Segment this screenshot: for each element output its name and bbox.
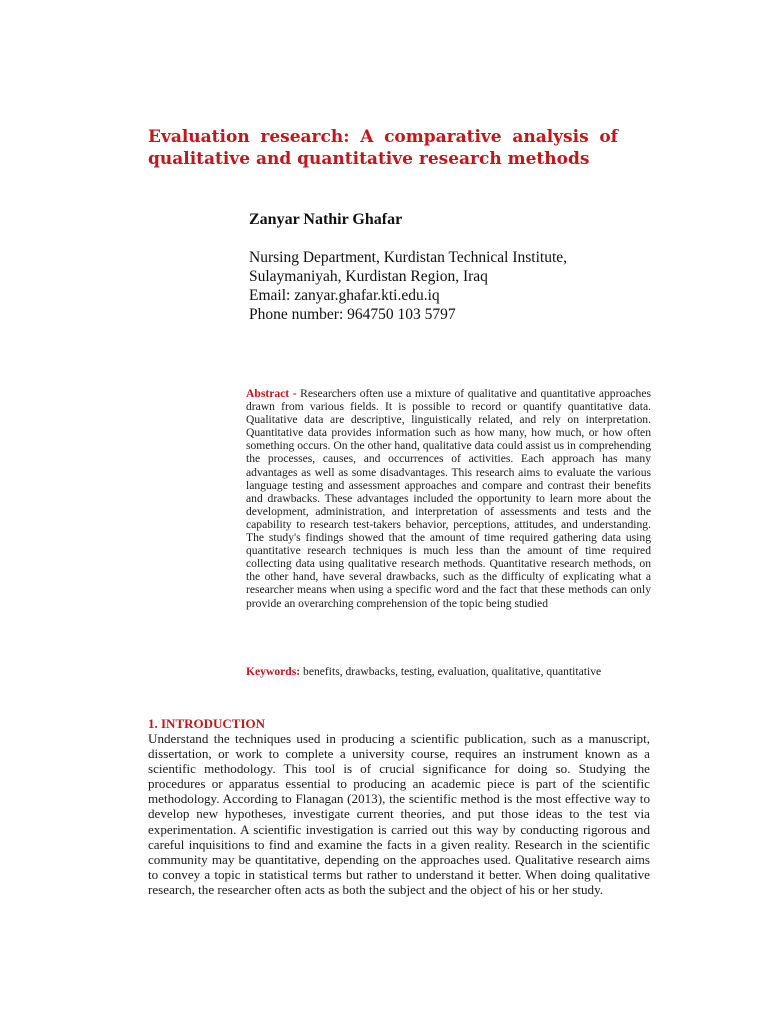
abstract-label: Abstract - [246, 387, 297, 400]
author-block [249, 210, 629, 324]
abstract-text: Researchers often use a mixture of qualitative and quantitative approaches drawn from various fields. It is possible to record or quantify quantitative data. Qualitative data are descriptive, linguistically related, and rely on interpretation. Quantitative data provides information such as how many, how much, or how often something occurs. On the other hand, qualitative data could assist us in comprehending the processes, causes, and occurrences of activities. Each approach has many advantages as well as some disadvantages. This research aims to evaluate the various language testing and assessment approaches and compare and contrast their benefits and drawbacks. These advantages included the opportunity to learn more about the development, administration, and interpretation of assessments and tests and the capability to research test-takers behavior, perceptions, attitudes, and understanding. The study's findings showed that the amount of time required gathering data using quantitative research techniques is much less than the amount of time required collecting data using qualitative research methods. Quantitative research methods, on the other hand, have several drawbacks, such as the difficulty of explicating what a researcher means when using a specific word and the fact that these methods can only provide an overarching comprehension of the topic being studied [246, 387, 651, 610]
introduction-body: Understand the techniques used in producing a scientific publication, such as a manuscript, dissertation, or work to complete a university course, requires an instrument known as a scientific methodology. This tool is of crucial significance for doing so. Studying the procedures or apparatus essential to producing an academic piece is part of the scientific methodology. According to Flanagan (2013), the scientific method is the most effective way to develop new hypotheses, investigate current theories, and put those ideas to the test via experimentation. A scientific investigation is carried out this way by conducting rigorous and careful inquisitions to find and examine the facts in a given reality. Research in the scientific community may be quantitative, depending on the approaches used. Qualitative research aims to convey a topic in statistical terms but rather to understand it better. When doing qualitative research, the researcher often acts as both the subject and the object of his or her study. [148, 731, 650, 897]
author-affiliation-line-2: Sulaymaniyah, Kurdistan Region, Iraq [249, 268, 488, 285]
author-affiliation-line-1: Nursing Department, Kurdistan Technical Institute, [249, 249, 568, 266]
author-phone: Phone number: 964750 103 5797 [249, 306, 456, 323]
abstract [246, 387, 651, 610]
keywords-text: benefits, drawbacks, testing, evaluation, qualitative, quantitative [303, 665, 602, 678]
author-email: Email: zanyar.ghafar.kti.edu.iq [249, 287, 440, 304]
keywords-label: Keywords: [246, 665, 301, 678]
keywords [246, 665, 666, 679]
paper-title: Evaluation research: A comparative analysis of qualitative and quantitative research methods [148, 127, 618, 169]
author-name: Zanyar Nathir Ghafar [249, 211, 403, 228]
section-heading-introduction: 1. INTRODUCTION [148, 716, 266, 731]
